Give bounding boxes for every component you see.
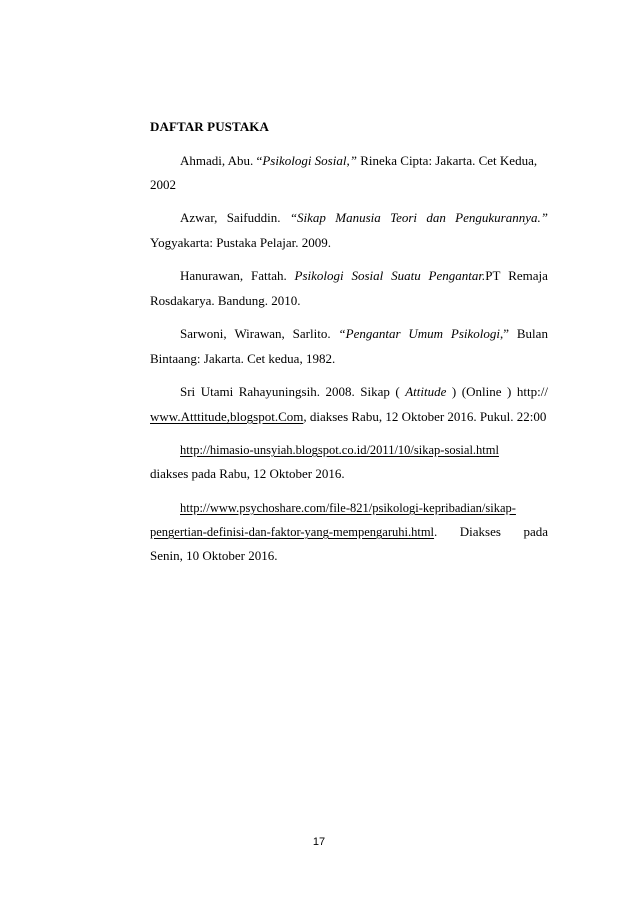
reference-1-publisher: Rineka Cipta: Jakarta. Cet Kedua,: [356, 153, 538, 168]
reference-2-title-word: Manusia: [335, 210, 381, 225]
reference-3-title-word: Suatu: [391, 268, 421, 283]
reference-5-line-2: [150, 409, 546, 425]
reference-5-word: Rahayuningsih.: [238, 384, 320, 399]
reference-2-title-word: “Sikap: [289, 210, 326, 225]
reference-4-word-group: [451, 326, 509, 342]
reference-5-word: (: [395, 384, 400, 399]
reference-6-line-2: diakses pada Rabu, 12 Oktober 2016.: [150, 466, 345, 481]
reference-5-word: 2008.: [325, 384, 355, 399]
reference-4-word: Sarlito.: [292, 326, 331, 341]
reference-5-line-1: [180, 384, 548, 400]
reference-4-title-word: Psikologi: [450, 326, 501, 341]
reference-3-word: Fattah.: [250, 268, 287, 283]
reference-5-link[interactable]: www.Atttitude,blogspot.Com: [150, 409, 304, 424]
reference-5-word: http://: [516, 384, 548, 399]
reference-7-word: Diakses: [459, 524, 501, 539]
reference-2-title-word: dan: [426, 210, 446, 225]
reference-6-url[interactable]: http://himasio-unsyiah.blogspot.co.id/2011/10/sikap-sosial.html: [180, 443, 499, 457]
reference-4-word: Sarwoni,: [180, 326, 227, 341]
reference-7-url-part-2[interactable]: pengertian-definisi-dan-faktor-yang-mempengaruhi.html: [150, 525, 435, 539]
reference-3-title-word: Pengantar.: [428, 268, 486, 283]
reference-3-word: PT: [485, 268, 501, 283]
reference-4-title-word: Umum: [408, 326, 444, 341]
reference-7-line-3: Senin, 10 Oktober 2016.: [150, 548, 278, 563]
page-title: DAFTAR PUSTAKA: [150, 119, 270, 134]
reference-2-word: Saifuddin.: [226, 210, 281, 225]
reference-4-line-2: Bintaang: Jakarta. Cet kedua, 1982.: [150, 351, 336, 366]
reference-3-word: Remaja: [508, 268, 548, 283]
reference-6-link[interactable]: [180, 442, 499, 458]
reference-5-word: (Online: [461, 384, 502, 399]
reference-5-word: Sikap: [360, 384, 390, 399]
reference-7-period: .: [434, 524, 438, 539]
reference-4-word: Bulan: [516, 326, 548, 341]
reference-3-word: Hanurawan,: [180, 268, 244, 283]
reference-7-link-line-1[interactable]: [180, 500, 516, 516]
reference-2-title-word: Teori: [390, 210, 418, 225]
reference-3-line-1: [180, 268, 548, 284]
reference-7-url-part-1[interactable]: http://www.psychoshare.com/file-821/psikologi-kepribadian/sikap-: [180, 501, 516, 515]
reference-2-word: Azwar,: [180, 210, 218, 225]
reference-4-title-word: “Pengantar: [338, 326, 401, 341]
reference-7-link-group: [150, 524, 437, 540]
reference-3-line-2: Rosdakarya. Bandung. 2010.: [150, 293, 301, 308]
reference-1-line-2: 2002: [150, 177, 176, 192]
reference-1-author: Ahmadi, Abu. “: [180, 153, 263, 168]
reference-3-title-word: Psikologi: [294, 268, 344, 283]
reference-2-line-2: Yogyakarta: Pustaka Pelajar. 2009.: [150, 235, 332, 250]
reference-7-line-2: [150, 524, 548, 540]
reference-4-word: Wirawan,: [234, 326, 285, 341]
reference-5-word: ): [451, 384, 457, 399]
page-number: 17: [312, 836, 326, 848]
reference-5-word: ): [507, 384, 512, 399]
reference-7-word: pada: [523, 524, 548, 539]
reference-2-title-word: Pengukurannya.”: [455, 210, 548, 225]
reference-3-title-word: Sosial: [351, 268, 384, 283]
reference-2-line-1: [180, 210, 548, 226]
reference-1-title: Psikologi Sosial,”: [262, 153, 357, 168]
reference-1-line-1: [180, 153, 548, 169]
reference-5-title-word: Attitude: [405, 384, 447, 399]
reference-3-word-group: [429, 268, 501, 284]
reference-5-word: Sri: [180, 384, 196, 399]
reference-5-word: Utami: [200, 384, 234, 399]
reference-5-access-note: , diakses Rabu, 12 Oktober 2016. Pukul. 22:00: [303, 409, 547, 424]
reference-4-word: ,”: [500, 326, 510, 341]
reference-4-line-1: [180, 326, 548, 342]
